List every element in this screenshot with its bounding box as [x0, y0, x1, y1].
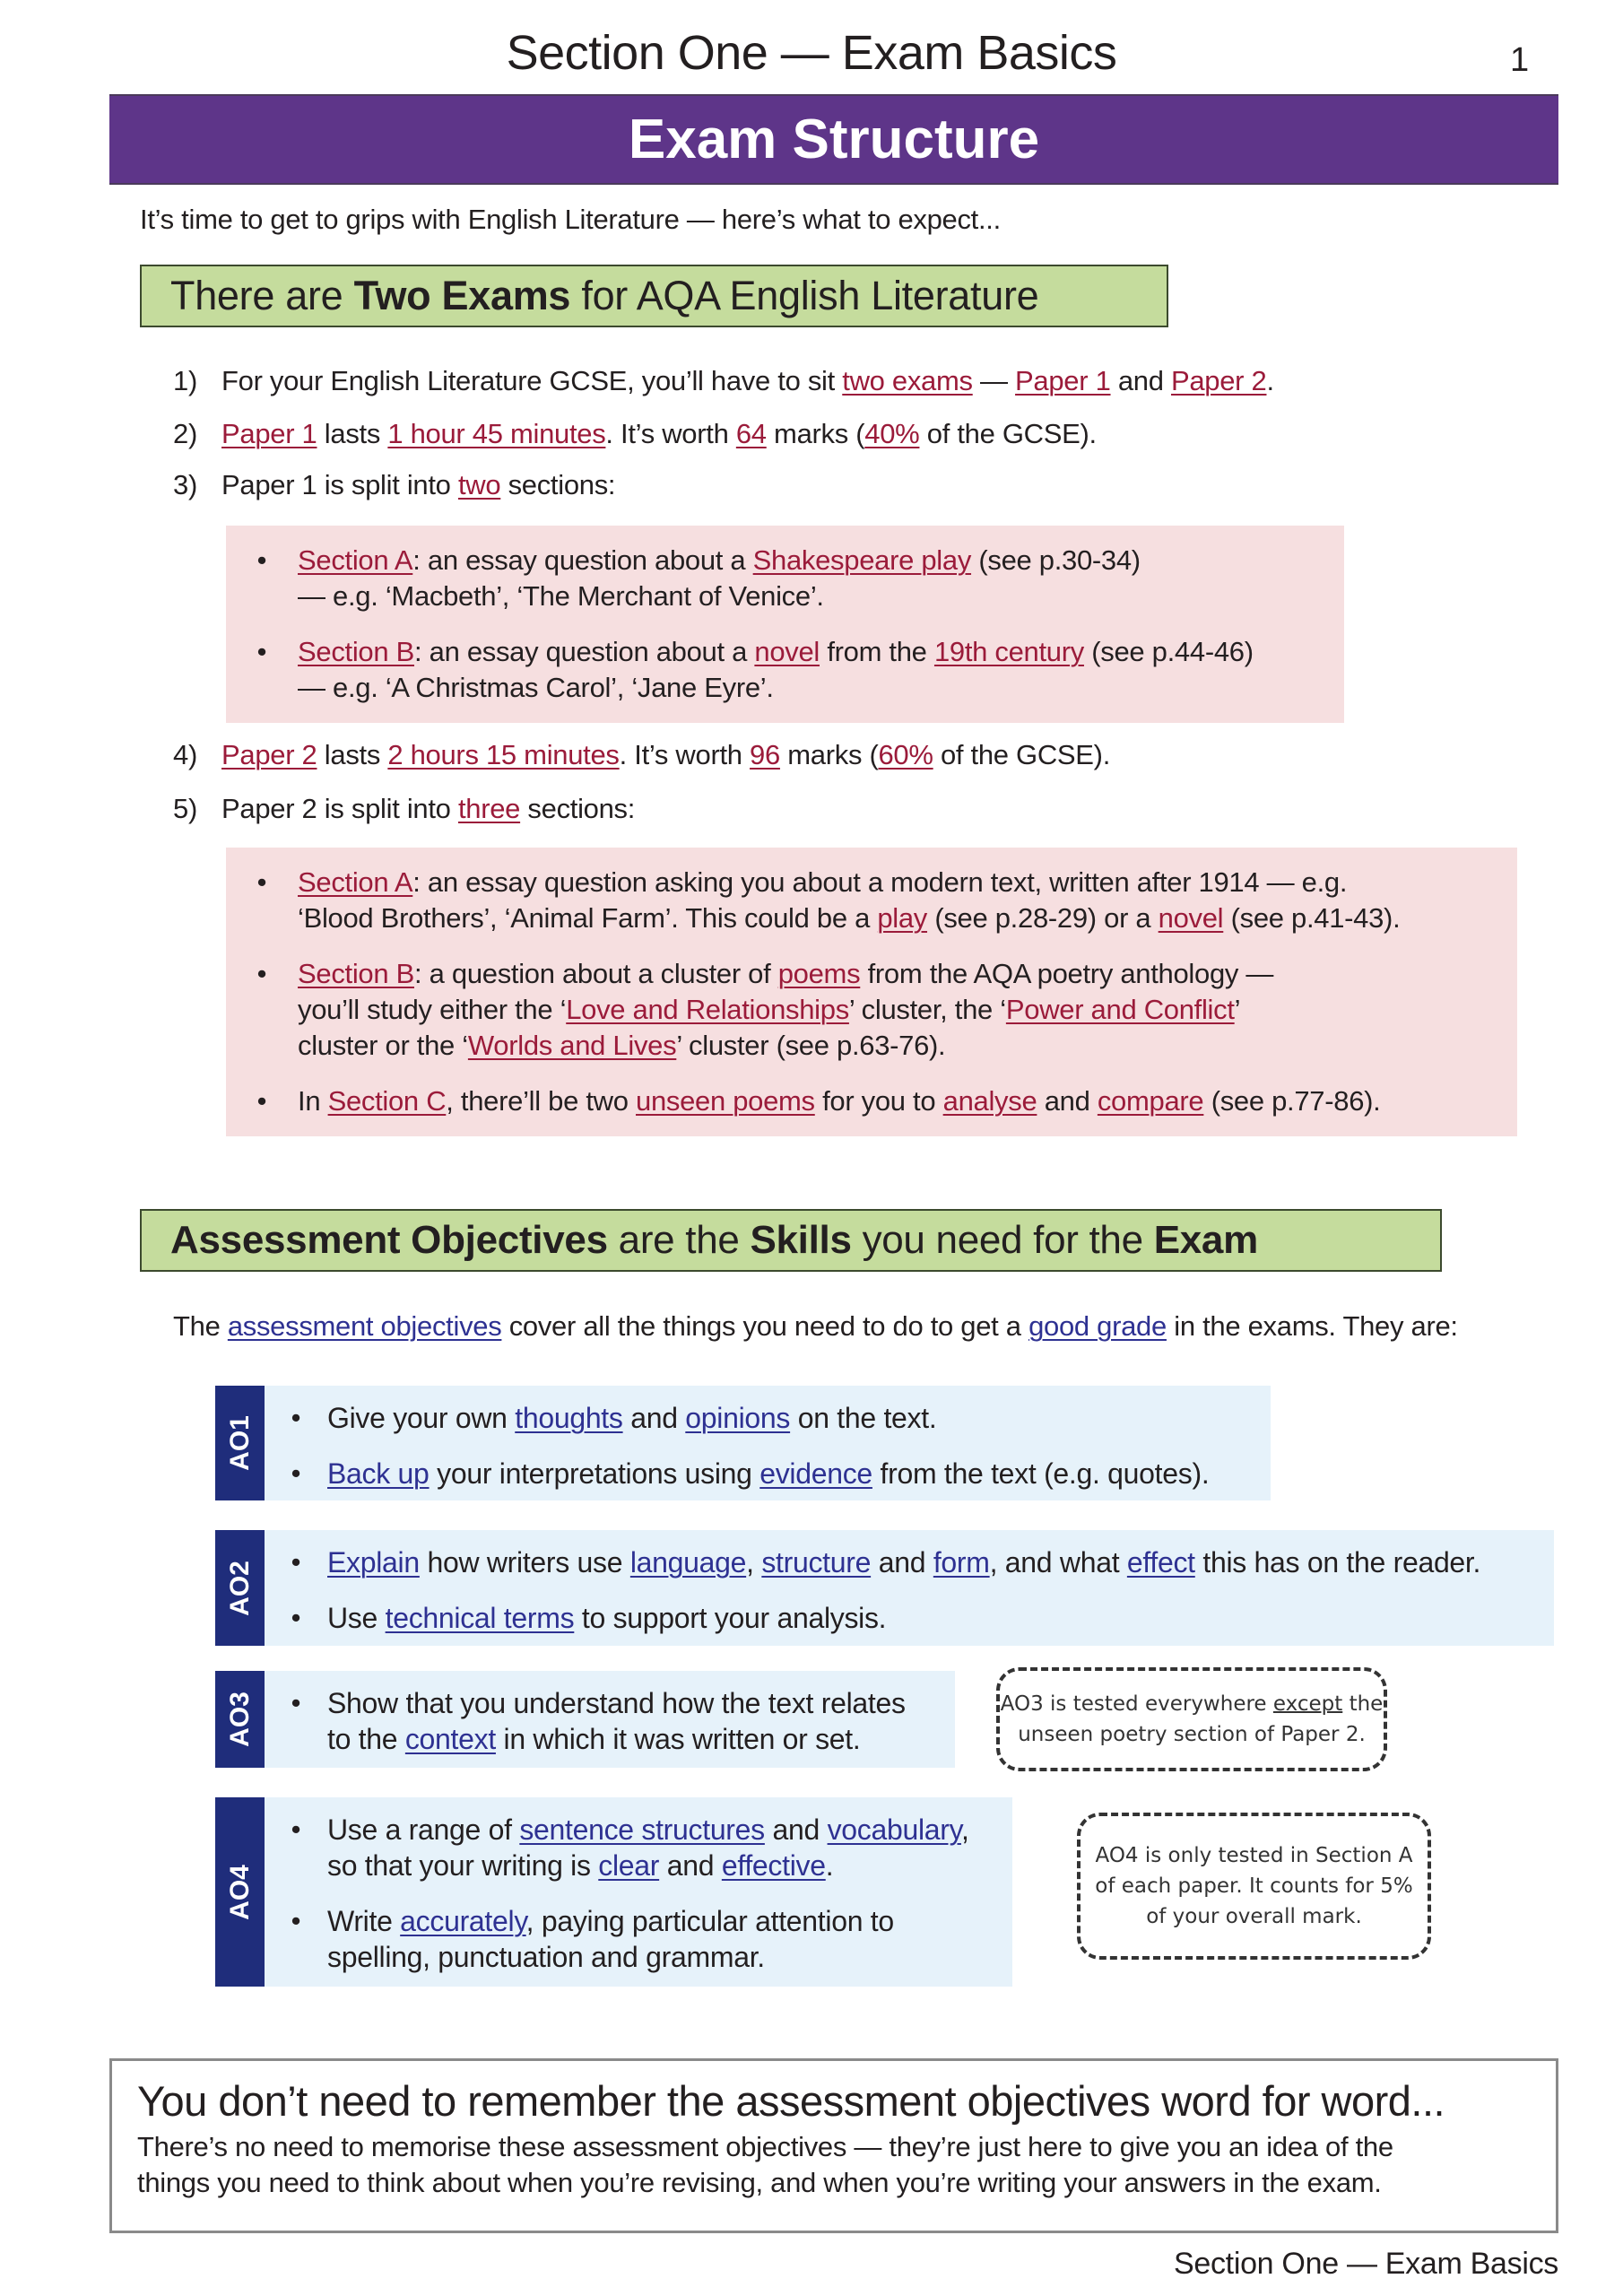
- text-line: [327, 1456, 1271, 1492]
- text: ’ cluster, the ‘: [848, 994, 1006, 1025]
- text: The: [173, 1310, 228, 1342]
- text: : an essay question asking you about a modern text, written after 1914 — e.g.: [412, 866, 1348, 898]
- list-number: 3): [173, 469, 197, 500]
- text-line: [1146, 1901, 1362, 1932]
- link-text[interactable]: poems: [777, 958, 861, 989]
- text: : an essay question about a: [414, 636, 755, 667]
- list-item: [221, 363, 1274, 399]
- ao2-label: AO2: [215, 1530, 265, 1646]
- link-text[interactable]: 2 hours 15 minutes: [387, 739, 620, 770]
- text-line: [327, 1685, 955, 1721]
- link-text[interactable]: play: [877, 902, 928, 934]
- ao1-box: [265, 1386, 1271, 1500]
- text: of the GCSE).: [933, 739, 1111, 770]
- text: from the AQA poetry anthology —: [860, 958, 1274, 989]
- two-exams-heading: [140, 265, 1168, 327]
- text: (see p.28-29) or a: [927, 902, 1159, 934]
- text: from the: [820, 636, 934, 667]
- text: for you to: [814, 1085, 943, 1117]
- text-line: [327, 1939, 1012, 1975]
- text-line: [221, 467, 615, 503]
- text: and: [659, 1849, 722, 1882]
- text-line: [327, 1903, 1012, 1939]
- bold-text: Two Exams: [353, 273, 571, 318]
- page-banner: [109, 94, 1558, 185]
- text: (see p.77-86).: [1203, 1085, 1381, 1117]
- text: you need for the: [851, 1218, 1154, 1262]
- bullet-item: [265, 1903, 1012, 1975]
- text: are the: [607, 1218, 751, 1262]
- list-item: [221, 416, 1097, 452]
- link-text[interactable]: 64: [735, 418, 767, 449]
- link-text[interactable]: good grade: [1028, 1310, 1167, 1342]
- text: spelling, punctuation and grammar.: [327, 1941, 765, 1973]
- section-title: Section One — Exam Basics: [506, 26, 1117, 80]
- link-text[interactable]: accurately: [400, 1905, 526, 1937]
- text: marks (: [779, 739, 879, 770]
- text: lasts: [317, 418, 388, 449]
- link-text[interactable]: Back up: [327, 1457, 430, 1490]
- link-text[interactable]: 40%: [864, 418, 920, 449]
- text: AO3 is tested everywhere: [1000, 1692, 1273, 1716]
- summary-box: [109, 2058, 1558, 2233]
- link-text[interactable]: context: [404, 1723, 496, 1755]
- link-text[interactable]: sentence structures: [519, 1813, 765, 1846]
- ao3-box: [265, 1671, 955, 1768]
- text: (see p.44-46): [1083, 636, 1254, 667]
- text-line: [327, 1848, 1012, 1883]
- bullet-item: [265, 1400, 1271, 1436]
- text: Show that you understand how the text relates: [327, 1687, 906, 1719]
- bullet-icon: •: [256, 636, 267, 667]
- link-text[interactable]: Paper 1: [221, 418, 317, 449]
- text: .: [825, 1849, 834, 1882]
- text: . It’s worth: [605, 418, 736, 449]
- bullet-item: [226, 956, 1517, 1064]
- text-line: [221, 416, 1097, 452]
- text: of your overall mark.: [1146, 1905, 1362, 1928]
- link-text[interactable]: two exams: [842, 365, 973, 396]
- text: Use: [327, 1602, 386, 1634]
- text: to support your analysis.: [574, 1602, 887, 1634]
- text: (see p.41-43).: [1223, 902, 1401, 934]
- link-text[interactable]: Paper 2: [1170, 365, 1267, 396]
- paper2-sections-box: [226, 848, 1517, 1136]
- link-text[interactable]: Explain: [327, 1546, 420, 1578]
- text: and: [764, 1813, 828, 1846]
- text: the: [1342, 1692, 1384, 1716]
- link-text[interactable]: clear: [598, 1849, 660, 1882]
- text-line: [327, 1544, 1554, 1580]
- bullet-icon: •: [256, 1085, 267, 1117]
- text: AO4 is only tested in Section A: [1095, 1844, 1413, 1867]
- bullet-icon: •: [291, 1602, 301, 1633]
- text-line: [173, 1309, 1458, 1344]
- ao4-box: [265, 1797, 1012, 1987]
- bullet-icon: •: [291, 1813, 301, 1845]
- link-text[interactable]: unseen poems: [636, 1085, 815, 1117]
- text-line: [298, 956, 1517, 992]
- text: cluster or the ‘: [298, 1030, 468, 1061]
- link-text[interactable]: Section B: [298, 958, 414, 989]
- text-line: [170, 1218, 1258, 1263]
- link-text[interactable]: form: [933, 1546, 990, 1578]
- text: (see p.30-34): [971, 544, 1141, 576]
- text-line: [298, 992, 1517, 1028]
- text: ,: [960, 1813, 969, 1846]
- summary-text: [137, 2129, 1556, 2201]
- bullet-item: [265, 1600, 1554, 1636]
- text-line: [298, 670, 1344, 706]
- bullet-icon: •: [291, 1457, 301, 1489]
- ao4-label: AO4: [215, 1797, 265, 1987]
- text-line: [327, 1721, 955, 1757]
- text-line: [221, 363, 1274, 399]
- bullet-icon: •: [291, 1402, 301, 1433]
- text: and: [871, 1546, 933, 1578]
- link-text[interactable]: effective: [721, 1849, 826, 1882]
- text: lasts: [317, 739, 388, 770]
- footer-section-title: Section One — Exam Basics: [1173, 2247, 1558, 2281]
- text-line: [1018, 1719, 1366, 1750]
- link-text[interactable]: technical terms: [385, 1602, 575, 1634]
- bullet-item: [265, 1812, 1012, 1883]
- text-line: [298, 543, 1344, 578]
- bullet-icon: •: [291, 1546, 301, 1578]
- bullet-icon: •: [291, 1687, 301, 1718]
- link-text[interactable]: 60%: [878, 739, 933, 770]
- link-text[interactable]: assessment objectives: [227, 1310, 502, 1342]
- list-item: [221, 791, 635, 827]
- assessment-objectives-heading: [140, 1209, 1442, 1272]
- link-text[interactable]: Shakespeare play: [752, 544, 972, 576]
- link-text[interactable]: structure: [761, 1546, 872, 1578]
- text-line: [327, 1400, 1271, 1436]
- text: ,: [746, 1546, 762, 1578]
- link-text[interactable]: thoughts: [515, 1402, 623, 1434]
- text-line: [137, 2165, 1556, 2201]
- underlined-text: except: [1272, 1692, 1343, 1716]
- text: this has on the reader.: [1194, 1546, 1481, 1578]
- link-text[interactable]: compare: [1097, 1085, 1204, 1117]
- text: : an essay question about a: [412, 544, 753, 576]
- text: .: [1266, 365, 1274, 396]
- text: to the: [327, 1723, 405, 1755]
- text: and: [1037, 1085, 1098, 1117]
- ao1-label: AO1: [215, 1386, 265, 1500]
- list-number: 4): [173, 739, 197, 770]
- link-text[interactable]: three: [457, 793, 521, 824]
- text: how writers use: [419, 1546, 630, 1578]
- bullet-item: [226, 865, 1517, 936]
- link-text[interactable]: Power and Conflict: [1005, 994, 1235, 1025]
- text: in the exams. They are:: [1166, 1310, 1458, 1342]
- link-text[interactable]: Paper 1: [1015, 365, 1111, 396]
- link-text[interactable]: language: [629, 1546, 747, 1578]
- text-line: [298, 900, 1517, 936]
- text-line: [221, 737, 1110, 773]
- text: for AQA English Literature: [570, 273, 1039, 318]
- link-text[interactable]: evidence: [759, 1457, 872, 1490]
- link-text[interactable]: Paper 2: [221, 739, 317, 770]
- summary-title: You don’t need to remember the assessment objectives word for word...: [137, 2077, 1445, 2125]
- text: marks (: [766, 418, 865, 449]
- text: and: [622, 1402, 686, 1434]
- text: things you need to think about when you’re revising, and when you’re writing your answers in the exam.: [137, 2167, 1382, 2198]
- list-item: [221, 467, 615, 503]
- text-line: [170, 273, 1038, 319]
- text: Use a range of: [327, 1813, 520, 1846]
- text: There are: [170, 273, 354, 318]
- link-text[interactable]: effect: [1126, 1546, 1195, 1578]
- text: —: [972, 365, 1016, 396]
- text-line: [1001, 1689, 1384, 1719]
- text: and: [1110, 365, 1171, 396]
- text: of the GCSE).: [919, 418, 1097, 449]
- text: on the text.: [790, 1402, 937, 1434]
- text-line: [1095, 1871, 1412, 1901]
- text: Give your own: [327, 1402, 516, 1434]
- bullet-item: [226, 543, 1344, 614]
- bullet-item: [226, 1083, 1517, 1119]
- text: ’: [1234, 994, 1241, 1025]
- text: For your English Literature GCSE, you’ll have to sit: [221, 365, 843, 396]
- bold-text: Assessment Objectives: [170, 1218, 608, 1262]
- link-text[interactable]: vocabulary: [827, 1813, 961, 1846]
- bullet-icon: •: [256, 544, 267, 576]
- intro-text: It’s time to get to grips with English Literature — here’s what to expect...: [140, 204, 1001, 235]
- text: Write: [327, 1905, 401, 1937]
- text: — e.g. ‘Macbeth’, ‘The Merchant of Venice’.: [298, 580, 824, 612]
- text-line: [298, 1083, 1517, 1119]
- text: you’ll study either the ‘: [298, 994, 567, 1025]
- text-line: [327, 1600, 1554, 1636]
- text: sections:: [520, 793, 636, 824]
- link-text[interactable]: novel: [754, 636, 820, 667]
- bold-text: Skills: [750, 1218, 852, 1262]
- bullet-icon: •: [291, 1905, 301, 1936]
- text: Paper 1 is split into: [221, 469, 458, 500]
- text: ‘Blood Brothers’, ‘Animal Farm’. This could be a: [298, 902, 878, 934]
- ao-intro: [173, 1309, 1458, 1344]
- text: : a question about a cluster of: [414, 958, 778, 989]
- link-text[interactable]: Worlds and Lives: [467, 1030, 677, 1061]
- link-text[interactable]: Section A: [298, 866, 413, 898]
- list-number: 2): [173, 418, 197, 449]
- text: of each paper. It counts for 5%: [1095, 1874, 1413, 1898]
- text-line: [221, 791, 635, 827]
- ao4-note: [1077, 1813, 1431, 1960]
- text: , paying particular attention to: [525, 1905, 894, 1937]
- link-text[interactable]: Section C: [327, 1085, 447, 1117]
- text-line: [137, 2129, 1556, 2165]
- bullet-item: [265, 1685, 955, 1757]
- text-line: [298, 634, 1344, 670]
- text: from the text (e.g. quotes).: [872, 1457, 1210, 1490]
- link-text[interactable]: novel: [1158, 902, 1224, 934]
- text: so that your writing is: [327, 1849, 599, 1882]
- text: Paper 2 is split into: [221, 793, 458, 824]
- text: In: [298, 1085, 328, 1117]
- list-item: [221, 737, 1110, 773]
- bullet-icon: •: [256, 958, 267, 989]
- link-text[interactable]: 1 hour 45 minutes: [387, 418, 606, 449]
- banner-title: Exam Structure: [628, 109, 1040, 170]
- text: ’ cluster (see p.63-76).: [676, 1030, 946, 1061]
- link-text[interactable]: 19th century: [933, 636, 1084, 667]
- text: — e.g. ‘A Christmas Carol’, ‘Jane Eyre’.: [298, 672, 774, 703]
- bullet-item: [265, 1544, 1554, 1580]
- list-number: 1): [173, 365, 197, 396]
- link-text[interactable]: Love and Relationships: [566, 994, 849, 1025]
- paper1-sections-box: [226, 526, 1344, 723]
- link-text[interactable]: opinions: [685, 1402, 791, 1434]
- bullet-icon: •: [256, 866, 267, 898]
- text: in which it was written or set.: [495, 1723, 861, 1755]
- ao3-note: [996, 1667, 1387, 1771]
- bullet-item: [265, 1456, 1271, 1492]
- text-line: [1095, 1840, 1412, 1871]
- text-line: [298, 865, 1517, 900]
- text: unseen poetry section of Paper 2.: [1018, 1723, 1366, 1746]
- page-number: 1: [1510, 41, 1530, 79]
- link-text[interactable]: two: [457, 469, 501, 500]
- text: , and what: [989, 1546, 1127, 1578]
- text: , there’ll be two: [446, 1085, 636, 1117]
- link-text[interactable]: 96: [750, 739, 780, 770]
- text: . It’s worth: [619, 739, 751, 770]
- text: sections:: [500, 469, 616, 500]
- text-line: [327, 1812, 1012, 1848]
- list-number: 5): [173, 793, 197, 824]
- link-text[interactable]: Section A: [298, 544, 413, 576]
- text: your interpretations using: [429, 1457, 760, 1490]
- text-line: [298, 1028, 1517, 1064]
- ao2-box: [265, 1530, 1554, 1646]
- text: There’s no need to memorise these assessment objectives — they’re just here to give you an idea of the: [137, 2131, 1393, 2162]
- link-text[interactable]: analyse: [942, 1085, 1037, 1117]
- text: cover all the things you need to do to get a: [501, 1310, 1029, 1342]
- bold-text: Exam: [1153, 1218, 1258, 1262]
- text-line: [298, 578, 1344, 614]
- ao3-label: AO3: [215, 1671, 265, 1768]
- link-text[interactable]: Section B: [298, 636, 414, 667]
- bullet-item: [226, 634, 1344, 706]
